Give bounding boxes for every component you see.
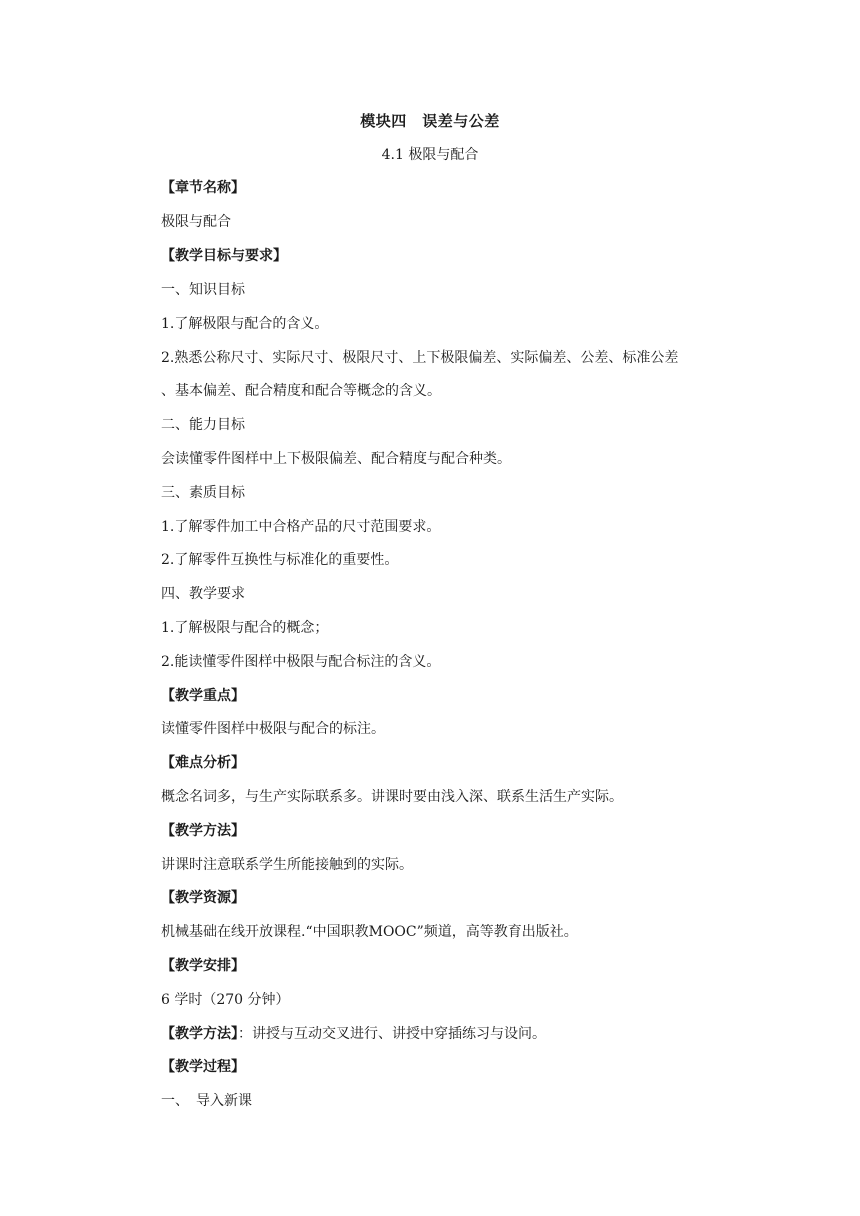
requirements-item-2: 2.能读懂零件图样中极限与配合标注的含义。 — [161, 654, 441, 670]
section-title: 4.1 极限与配合 — [381, 147, 479, 163]
requirements-heading: 四、教学要求 — [161, 586, 245, 602]
method2-line — [161, 1024, 546, 1044]
resources-text: 机械基础在线开放课程.“中国职教MOOC”频道，高等教育出版社。 — [161, 924, 578, 940]
requirements-item-1: 1.了解极限与配合的概念； — [161, 620, 329, 636]
knowledge-item-2-line1: 2.熟悉公称尺寸、实际尺寸、极限尺寸、上下极限偏差、实际偏差、公差、标准公差 — [161, 350, 679, 366]
method-heading: 【教学方法】 — [161, 823, 245, 839]
resources-heading: 【教学资源】 — [161, 890, 245, 906]
process-heading: 【教学过程】 — [161, 1059, 245, 1075]
key-points-text: 读懂零件图样中极限与配合的标注。 — [161, 721, 385, 737]
knowledge-heading: 一、知识目标 — [161, 282, 245, 298]
chapter-heading: 【章节名称】 — [161, 180, 245, 196]
module-title: 模块四 误差与公差 — [360, 112, 500, 130]
knowledge-item-1: 1.了解极限与配合的含义。 — [161, 316, 329, 332]
key-points-heading: 【教学重点】 — [161, 688, 245, 704]
ability-item: 会读懂零件图样中上下极限偏差、配合精度与配合种类。 — [161, 451, 511, 467]
chapter-name: 极限与配合 — [161, 214, 231, 230]
method-text: 讲课时注意联系学生所能接触到的实际。 — [161, 857, 413, 873]
quality-item-1: 1.了解零件加工中合格产品的尺寸范围要求。 — [161, 519, 441, 535]
quality-heading: 三、素质目标 — [161, 485, 245, 501]
schedule-heading: 【教学安排】 — [161, 958, 245, 974]
knowledge-item-2-line2: 、基本偏差、配合精度和配合等概念的含义。 — [161, 383, 441, 399]
schedule-text: 6 学时（270 分钟） — [161, 992, 290, 1008]
quality-item-2: 2.了解零件互换性与标准化的重要性。 — [161, 552, 399, 568]
ability-heading: 二、能力目标 — [161, 417, 245, 433]
objectives-heading: 【教学目标与要求】 — [161, 248, 287, 264]
process-item-1: 一、 导入新课 — [161, 1093, 252, 1109]
method2-label: 【教学方法】 — [161, 1026, 238, 1042]
method2-text: ：讲授与互动交叉进行、讲授中穿插练习与设问。 — [238, 1026, 546, 1042]
difficulty-heading: 【难点分析】 — [161, 755, 245, 771]
difficulty-text: 概念名词多，与生产实际联系多。讲课时要由浅入深、联系生活生产实际。 — [161, 789, 623, 805]
